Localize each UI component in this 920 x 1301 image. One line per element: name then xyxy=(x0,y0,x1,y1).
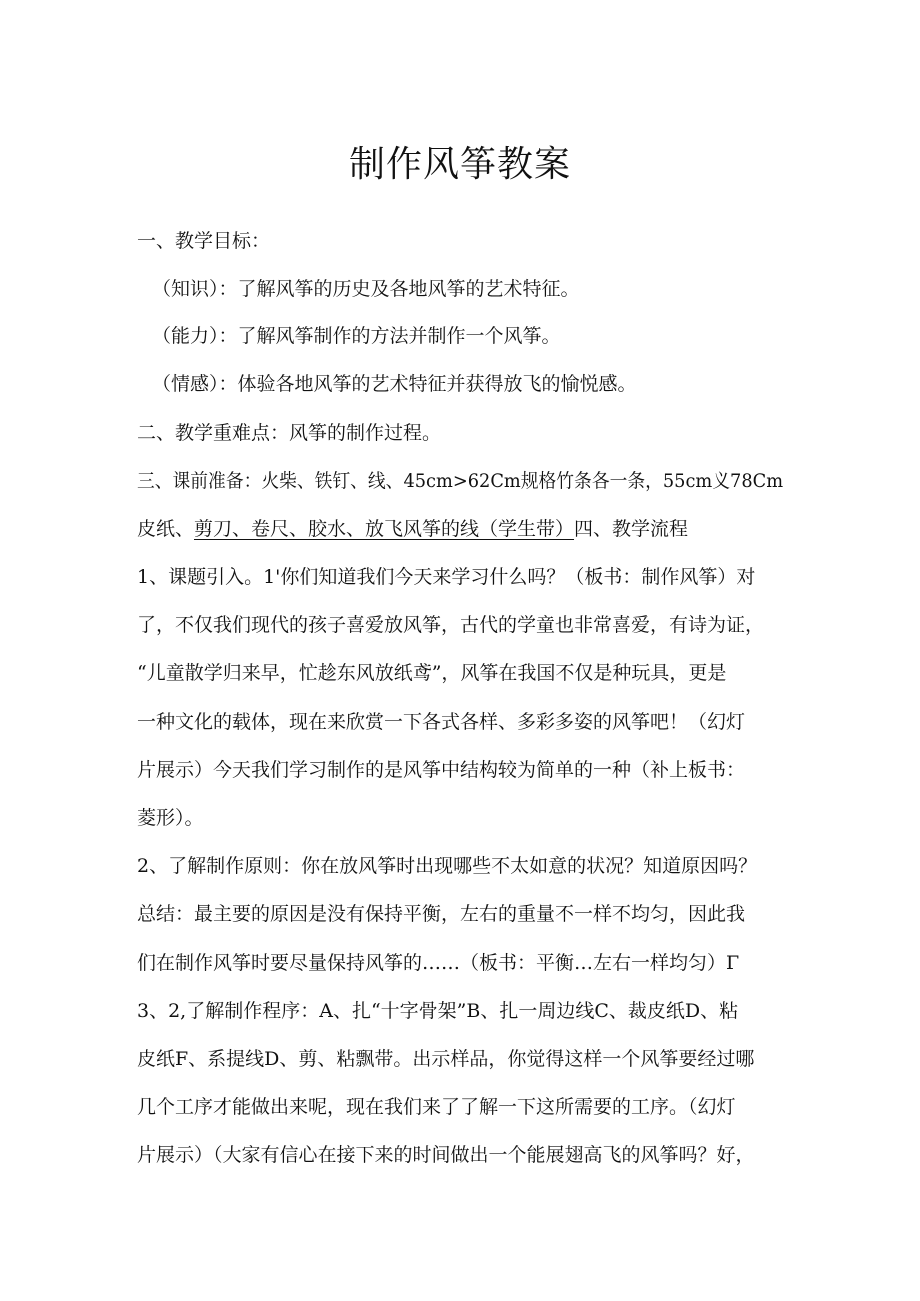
paragraph-line: “儿童散学归来早，忙趁东风放纸鸢”，风筝在我国不仅是种玩具，更是 xyxy=(137,662,727,684)
paragraph-line: 片展示）今天我们学习制作的是风筝中结构较为简单的一种（补上板书： xyxy=(137,759,746,781)
key-points: 二、教学重难点：风筝的制作过程。 xyxy=(137,422,442,444)
paragraph-line: 片展示）（大家有信心在接下来的时间做出一个能展翅高飞的风筝吗？好， xyxy=(137,1144,755,1166)
paragraph-line: 3、2,了解制作程序：A、扎“十字骨架”B、扎一周边线C、裁皮纸D、粘 xyxy=(137,1000,739,1022)
goal-knowledge: （知识）：了解风筝的历史及各地风筝的艺术特征。 xyxy=(152,278,580,300)
paragraph-line: 一种文化的载体，现在来欣赏一下各式各样、多彩多姿的风筝吧！（幻灯 xyxy=(137,711,746,733)
goals-heading: 一、教学目标： xyxy=(137,230,271,252)
page-title: 制作风筝教案 xyxy=(348,144,571,185)
paragraph-line: 1、课题引入。1'你们知道我们今天来学习什么吗？（板书：制作风筝）对 xyxy=(137,566,756,588)
paragraph-line: 2、了解制作原则：你在放风筝时出现哪些不太如意的状况？知道原因吗？ xyxy=(137,855,758,877)
prep-line-1: 三、课前准备：火柴、铁钉、线、45cm>62Cm规格竹条各一条，55cm义78Cm xyxy=(137,470,784,492)
paragraph-line: 菱形）。 xyxy=(137,807,204,829)
paragraph-line: 几个工序才能做出来呢，现在我们来了了解一下这所需要的工序。（幻灯 xyxy=(137,1096,736,1118)
prep-line-2 xyxy=(137,520,688,539)
goal-ability: （能力）：了解风筝制作的方法并制作一个风筝。 xyxy=(152,325,561,347)
prep-tools-underlined: 剪刀、卷尺、胶水、放飞风筝的线（学生带） xyxy=(194,518,575,540)
paragraph-line: 皮纸F、系提线D、剪、粘飘带。出示样品，你觉得这样一个风筝要经过哪 xyxy=(137,1048,755,1070)
paragraph-line: 总结：最主要的原因是没有保持平衡，左右的重量不一样不均匀，因此我 xyxy=(137,903,746,925)
prep-paper: 皮纸、 xyxy=(137,518,195,540)
paragraph-line: 了，不仅我们现代的孩子喜爱放风筝，古代的学童也非常喜爱，有诗为证， xyxy=(137,614,765,636)
paragraph-line: 们在制作风筝时要尽量保持风筝的……（板书：平衡…左右一样均匀）Γ xyxy=(137,952,740,974)
section-four-heading: 四、教学流程 xyxy=(574,518,689,540)
goal-emotion: （情感）：体验各地风筝的艺术特征并获得放飞的愉悦感。 xyxy=(152,373,637,395)
